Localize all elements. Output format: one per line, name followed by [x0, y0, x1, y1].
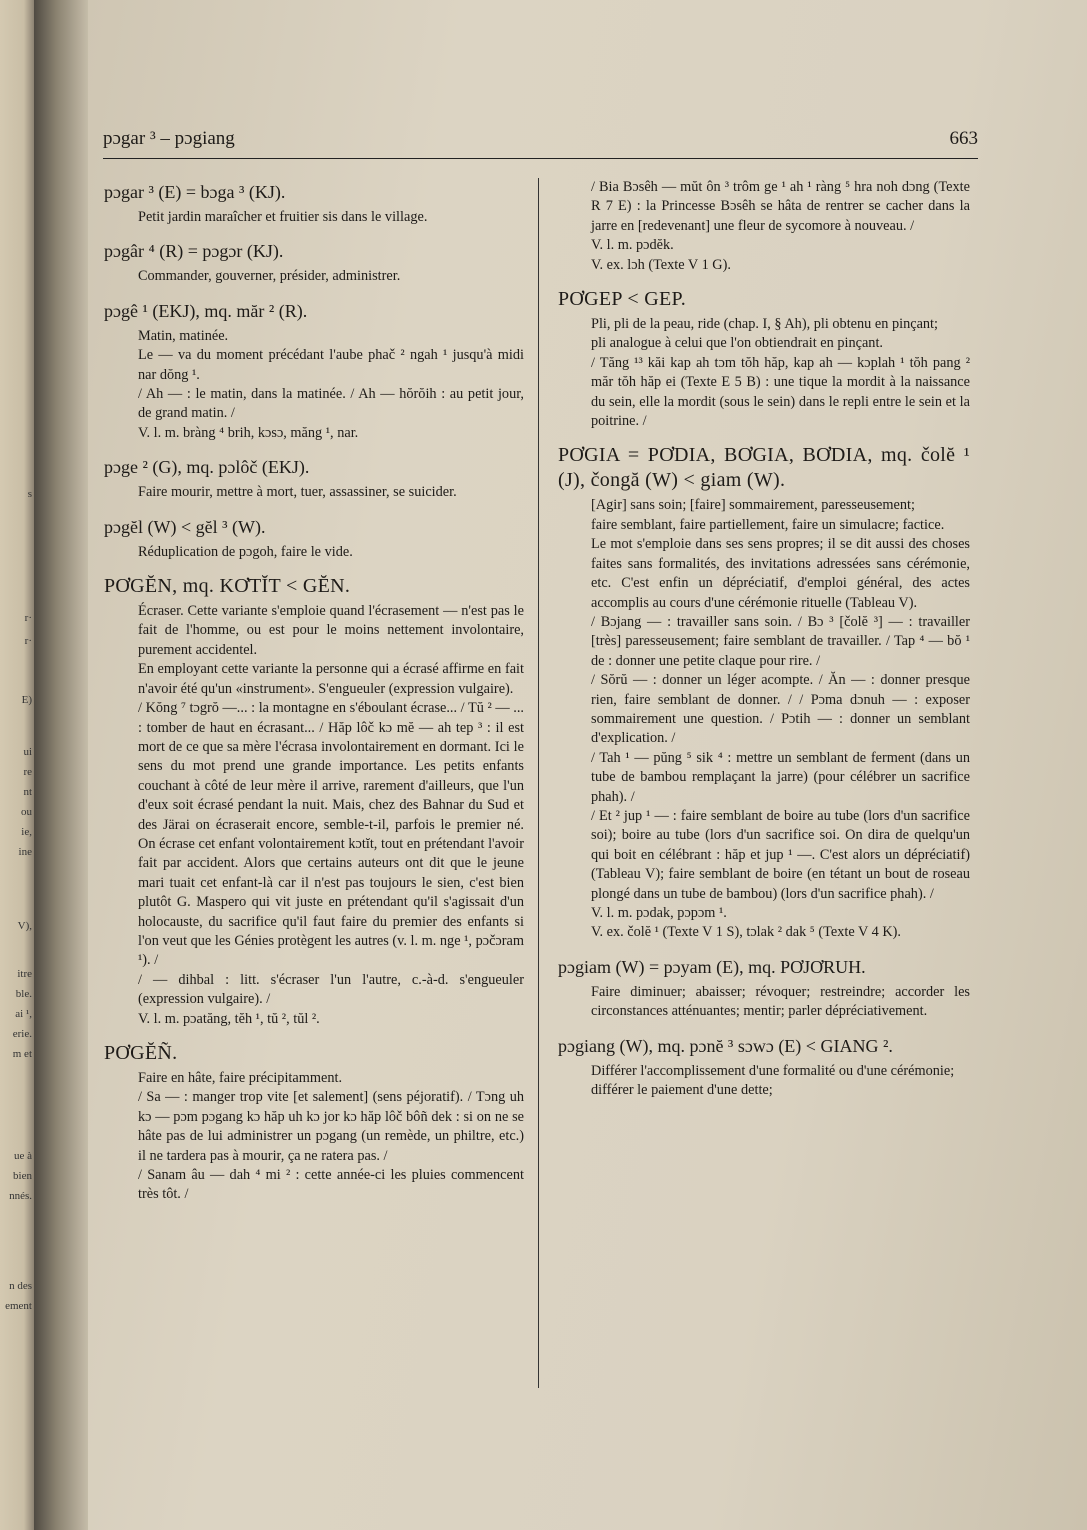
dictionary-entry [104, 1041, 524, 1205]
dictionary-entry [104, 239, 524, 286]
definition-line: Le — va du moment précédant l'aube phač ² ngah ¹ jusqu'à midi nar dŏng ¹. [138, 347, 524, 383]
definition-line: différer le paiement d'une dette; [591, 1082, 773, 1099]
definition-line: Faire mourir, mettre à mort, tuer, assassiner, se suicider. [138, 484, 457, 501]
definition-line: / Sŏrŭ — : donner un léger acompte. / Ăn — : donner presque rien, faire semblant de donner. / / Pɔma dɔnuh — : exposer sommairement une question. / Pɔtih — : donner un semblant d'explication. / [591, 672, 970, 747]
dictionary-page [88, 0, 1087, 1530]
column-divider [538, 178, 539, 1388]
definition-line: V. l. m. pɔatăng, tĕh ¹, tŭ ², tŭl ². [138, 1010, 320, 1027]
page-number: 663 [949, 128, 978, 149]
definition-line: V. ex. čolĕ ¹ (Texte V 1 S), tɔlak ² dak ⁵ (Texte V 4 K). [591, 924, 902, 941]
definition-line: Faire diminuer; abaisser; révoquer; restreindre; accorder les circonstances atténuantes; mentir; parler dépréciativement. [591, 983, 970, 1020]
definition-line: Pli, pli de la peau, ride (chap. I, § Ah), pli obtenu en pinçant; [591, 316, 939, 333]
definition-line: pli analogue à celui que l'on obtiendrait en pinçant. [591, 335, 883, 352]
facing-fragment: n des [9, 1280, 32, 1292]
definition-line: Petit jardin maraîcher et fruitier sis dans le village. [138, 209, 428, 225]
entry-headword: pɔgâr ⁴ (R) = pɔgɔr (KJ). [104, 241, 284, 262]
entry-headword: PƠGEP < GEP. [558, 288, 687, 311]
facing-fragment: re [23, 766, 32, 778]
definition-line: / Et ² jup ¹ — : faire semblant de boire au tube (lors d'un sacrifice soi); boire au tube (lors d'un sacrifice soi. On dira de quelqu'un qui boit en célébrant : hăp et jup ¹ —. C'est alors un dépréciatif) (Tableau V); faire semblant de boire (en tétant un bout de roseau plongé dans un tube de bambou) (lors d'un sacrifice phah). / [591, 807, 970, 902]
dictionary-entry [558, 1034, 970, 1101]
entry-headword: pɔgar ³ (E) = bɔga ³ (KJ). [104, 182, 286, 202]
facing-fragment: ble. [15, 988, 32, 1000]
definition-line: Le mot s'emploie dans ses sens propres; il se dit aussi des choses faites sans formalités, des invitations adressées sans cérémonie, etc. C'est enfin un dépréciatif, d'emploi général, des actes accomplis au cours d'une cérémonie rituelle (Tableau V). [591, 536, 970, 611]
facing-fragment: itre [17, 968, 32, 980]
definition-line: faire semblant, faire partiellement, faire un simulacre; factice. [591, 516, 945, 533]
left-column [104, 178, 524, 1217]
definition-line: / Bia Bɔsêh — mŭt ôn ³ trôm ge ¹ ah ¹ ràng ⁵ hra noh dɔng (Texte R 7 E) : la Princesse Bɔsêh se hâta de rentrer se cacher dans la jarre en [redevenant] une fleur de sycomore à nouveau. / [591, 179, 970, 234]
entry-headword: PƠGIA = PƠDIA, BƠGIA, BƠDIA, mq. čolĕ ¹ (J), čongă (W) < giam (W). [558, 444, 970, 492]
definition-line: / Sanam âu — dah ⁴ mi ² : cette année-ci les pluies commencent très tôt. / [138, 1167, 524, 1203]
dictionary-entry [104, 515, 524, 562]
entry-headword: pɔgĕl (W) < gĕl ³ (W). [104, 516, 266, 537]
definition-line: En employant cette variante la personne qui a écrasé affirme en fait n'avoir été qu'un «instrument». S'engueuler (expression vulgaire). [138, 661, 524, 697]
facing-fragment: ai ¹, [15, 1008, 32, 1020]
facing-fragment: m et [12, 1048, 32, 1060]
facing-fragment: V), [17, 920, 32, 932]
facing-fragment: s [27, 488, 32, 500]
facing-fragment: ui [23, 746, 32, 758]
definition-line: V. l. m. pɔdĕk. [591, 237, 674, 254]
running-head-title: pɔgar ³ – pɔgiang [103, 128, 235, 149]
facing-fragment: ement [5, 1300, 32, 1312]
dictionary-entry [558, 443, 970, 942]
running-head [103, 128, 978, 159]
entry-headword: pɔgê ¹ (EKJ), mq. măr ² (R). [104, 300, 308, 321]
entry-headword: PƠGĔN, mq. KƠTĬT < GĔN. [104, 575, 351, 598]
dictionary-entry [104, 299, 524, 443]
dictionary-entry [558, 955, 970, 1022]
facing-fragment: ou [21, 806, 32, 818]
entry-headword: pɔge ² (G), mq. pɔlôč (EKJ). [104, 457, 310, 478]
definition-line: / Bɔjang — : travailler sans soin. / Bɔ ³ [čolĕ ³] — : travailler [très] paresseusement; faire semblant de travailler. / Tap ⁴ — bŏ ¹ de : donner une petite claque pour rire. / [591, 613, 970, 669]
definition-line: / Ah — : le matin, dans la matinée. / Ah — hŏrŏih : au petit jour, de grand matin. / [138, 386, 524, 422]
definition-line: Matin, matinée. [138, 327, 229, 344]
definition-line: Différer l'accomplissement d'une formalité ou d'une cérémonie; [591, 1062, 955, 1079]
entry-headword: PƠGĔÑ. [104, 1042, 178, 1064]
definition-line: / Tah ¹ — pŭng ⁵ sik ⁴ : mettre un semblant de ferment (dans un tube de bambou remplaçant la jarre) (pour célébrer un sacrifice phah). / [591, 749, 970, 805]
facing-fragment: erie. [12, 1028, 32, 1040]
definition-line: V. ex. lɔh (Texte V 1 G). [591, 256, 731, 273]
definition-line: / Tăng ¹³ kăi kap ah tɔm tŏh hăp, kap ah — kɔplah ¹ tŏh pang ² măr tŏh hăp ei (Texte E 5 B) : une tique la mordit à la naissance du sein, elle la mordit (sous le sein) dans le repli entre le sein et la poitrine. / [591, 354, 970, 430]
definition-line: / Sa — : manger trop vite [et salement] (sens péjoratif). / Tɔng uh kɔ — pɔm pɔgang kɔ hăp uh kɔ jor kɔ hăp lôč bôñ dek : si on ne se hâte pas de lui administrer un pɔgang (un remède, un philtre, etc.) il ne tardera pas à mourir, ça ne ratera pas. / [138, 1089, 524, 1164]
dictionary-entry [558, 287, 970, 431]
facing-fragment: E) [21, 694, 32, 706]
definition-line: Réduplication de pɔgoh, faire le vide. [138, 543, 353, 560]
definition-line: Faire en hâte, faire précipitamment. [138, 1070, 343, 1086]
definition-line: / — dihbal : litt. s'écraser l'un l'autre, c.-à-d. s'engueuler (expression vulgaire). / [138, 971, 524, 1008]
definition-line: Commander, gouverner, présider, administrer. [138, 268, 401, 285]
facing-fragment: r· [24, 612, 32, 624]
definition-line: Écraser. Cette variante s'emploie quand l'écrasement — n'est pas le fait de l'homme, ou est pour le moins nettement involontaire, purement accidentel. [138, 603, 524, 658]
right-column [558, 178, 970, 1112]
dictionary-entry [104, 455, 524, 502]
facing-fragment: nt [23, 786, 32, 798]
facing-page-edge [0, 0, 34, 1530]
definition-line: V. l. m. bràng ⁴ brih, kɔsɔ, măng ¹, nar. [138, 424, 359, 441]
entry-headword: pɔgiam (W) = pɔyam (E), mq. PƠJƠRUH. [558, 956, 866, 977]
dictionary-entry-continued [558, 178, 970, 275]
definition-line: / Kŏng ⁷ tɔgrŏ —... : la montagne en s'éboulant écrase... / Tŭ ² — ... : tomber de haut en écrasant... / Hăp lôč kɔ mĕ — ah tep ³ : il est mort de ce que sa mère l'écrasa involontairement en dormant. Ici le sens du mot prend une grande importance. Les petits enfants couchant à côté de leur mère il arrive, rarement d'ailleurs, que l'un d'eux soit écrasé pendant la nuit. Mais, chez des Bahnar du Sud et des Järai on écraserait encore, semble-t-il, parfois le premier né. On écrase cet enfant volontairement kɔtĭt, tout en prétendant l'avoir fait par accident. Alors que certains auteurs ont dit que le jeune mari tuait cet enfant-là car il n'est pas toujours le sien, c'est bien plutôt G. Maspero qui vit juste en prétendant qu'il s'agissait d'un holocauste, du sacrifice qu'il faut faire du premier des enfants si l'on veut que les Génies protègent les autres (v. l. m. nge ¹, pɔčɔram ¹). / [138, 700, 524, 969]
facing-fragment: ie, [21, 826, 32, 838]
facing-fragment: bien [13, 1170, 32, 1182]
definition-line: [Agir] sans soin; [faire] sommairement, paresseusement; [591, 497, 915, 514]
facing-fragment: nnés. [9, 1190, 32, 1202]
book-gutter [34, 0, 90, 1530]
definition-line: V. l. m. pɔdak, pɔpɔm ¹. [591, 905, 727, 921]
facing-fragment: ue à [13, 1150, 32, 1162]
facing-fragment: r· [24, 635, 32, 647]
dictionary-entry [104, 574, 524, 1029]
dictionary-entry [104, 180, 524, 227]
facing-fragment: ine [18, 846, 32, 858]
entry-headword: pɔgiang (W), mq. pɔnĕ ³ sɔwɔ (E) < GIANG ². [558, 1035, 893, 1056]
